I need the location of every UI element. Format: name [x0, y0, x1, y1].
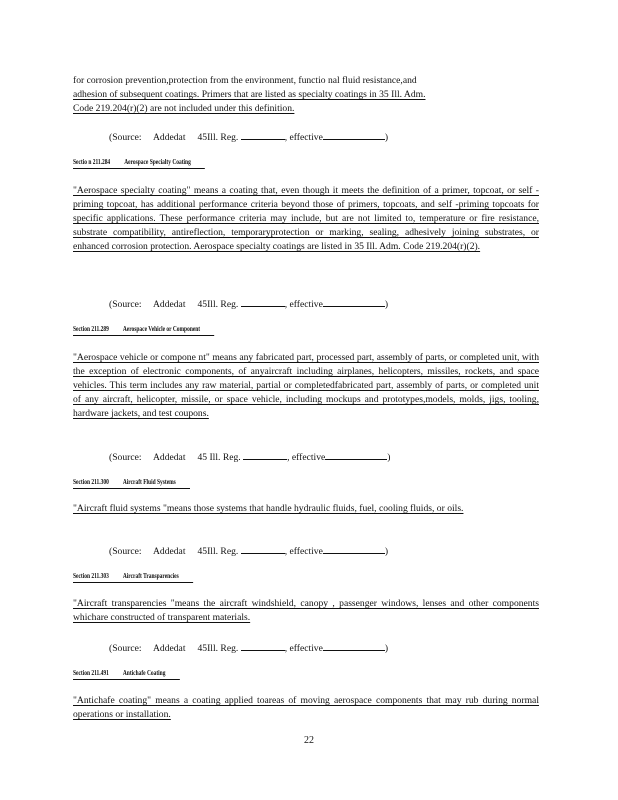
definition-antichafe-coating: "Antichafe coating" means a coating applied toareas of moving aerospace components that may rub during normal operations or installation.: [73, 695, 539, 720]
source-note: (Source: Addedat 45Ill. Reg. , effective ): [109, 132, 389, 143]
section-heading: Section 211.491 Antichafe Coating: [73, 668, 179, 680]
section-heading: Section 211.300 Aircraft Fluid Systems: [73, 477, 190, 489]
intro-line-2: adhesion of subsequent coatings. Primers that are listed as specialty coatings in 35 Ill. Adm.: [73, 89, 426, 100]
page-number: 22: [304, 735, 314, 746]
definition-aircraft-fluid-systems: "Aircraft fluid systems "means those systems that handle hydraulic fluids, fuel, cooling fluids, or oils.: [73, 503, 464, 514]
intro-paragraph: [73, 74, 539, 116]
definition-aircraft-transparencies: "Aircraft transparencies "means the aircraft windshield, canopy , passenger windows, lenses and other components whichare constructed of transparent materials.: [73, 598, 539, 623]
definition-aerospace-vehicle: "Aerospace vehicle or compone nt" means any fabricated part, processed part, assembly of parts, or completed unit, with the exception of electronic components, of anyaircraft including airplanes, helicopters, missiles, rockets, and space vehicles. This term includes any raw material, partial or completedfabricated part, assembly of parts, or completed unit of any aircraft, helicopter, missile, or space vehicle, including mockups and prototypes,models, molds, jigs, tooling, hardware jackets, and test coupons.: [73, 352, 539, 419]
definition-aerospace-specialty-coating: "Aerospace specialty coating" means a coating that, even though it meets the definition of a primer, topcoat, or self -priming topcoat, has additional performance criteria beyond those of primers, topcoats, and self -priming topcoats for specific applications. These performance criteria may include, but are not limited to, temperature or fire resistance, substrate compatibility, antireflection, temporaryprotection or marking, sealing, adhesively joining substrates, or enhanced corrosion protection. Aerospace specialty coatings are listed in 35 Ill. Adm. Code 219.204(r)(2).: [73, 185, 539, 252]
intro-line-1: for corrosion prevention,protection from the environment, functio nal fluid resistance,and: [73, 75, 417, 86]
section-heading: Sectio n 211.284 Aerospace Specialty Coating: [73, 157, 205, 169]
section-heading: Section 211.303 Aircraft Transparencies: [73, 571, 193, 583]
source-note: (Source: Addedat 45Ill. Reg. , effective ): [109, 299, 389, 310]
intro-line-3: Code 219.204(r)(2) are not included under this definition.: [73, 103, 295, 114]
source-note: (Source: Addedat 45 Ill. Reg. , effective ): [109, 452, 391, 463]
section-heading: Section 211.289 Aerospace Vehicle or Component: [73, 324, 214, 336]
source-note: (Source: Addedat 45Ill. Reg. , effective ): [109, 643, 389, 654]
source-note: (Source: Addedat 45Ill. Reg. , effective ): [109, 546, 389, 557]
